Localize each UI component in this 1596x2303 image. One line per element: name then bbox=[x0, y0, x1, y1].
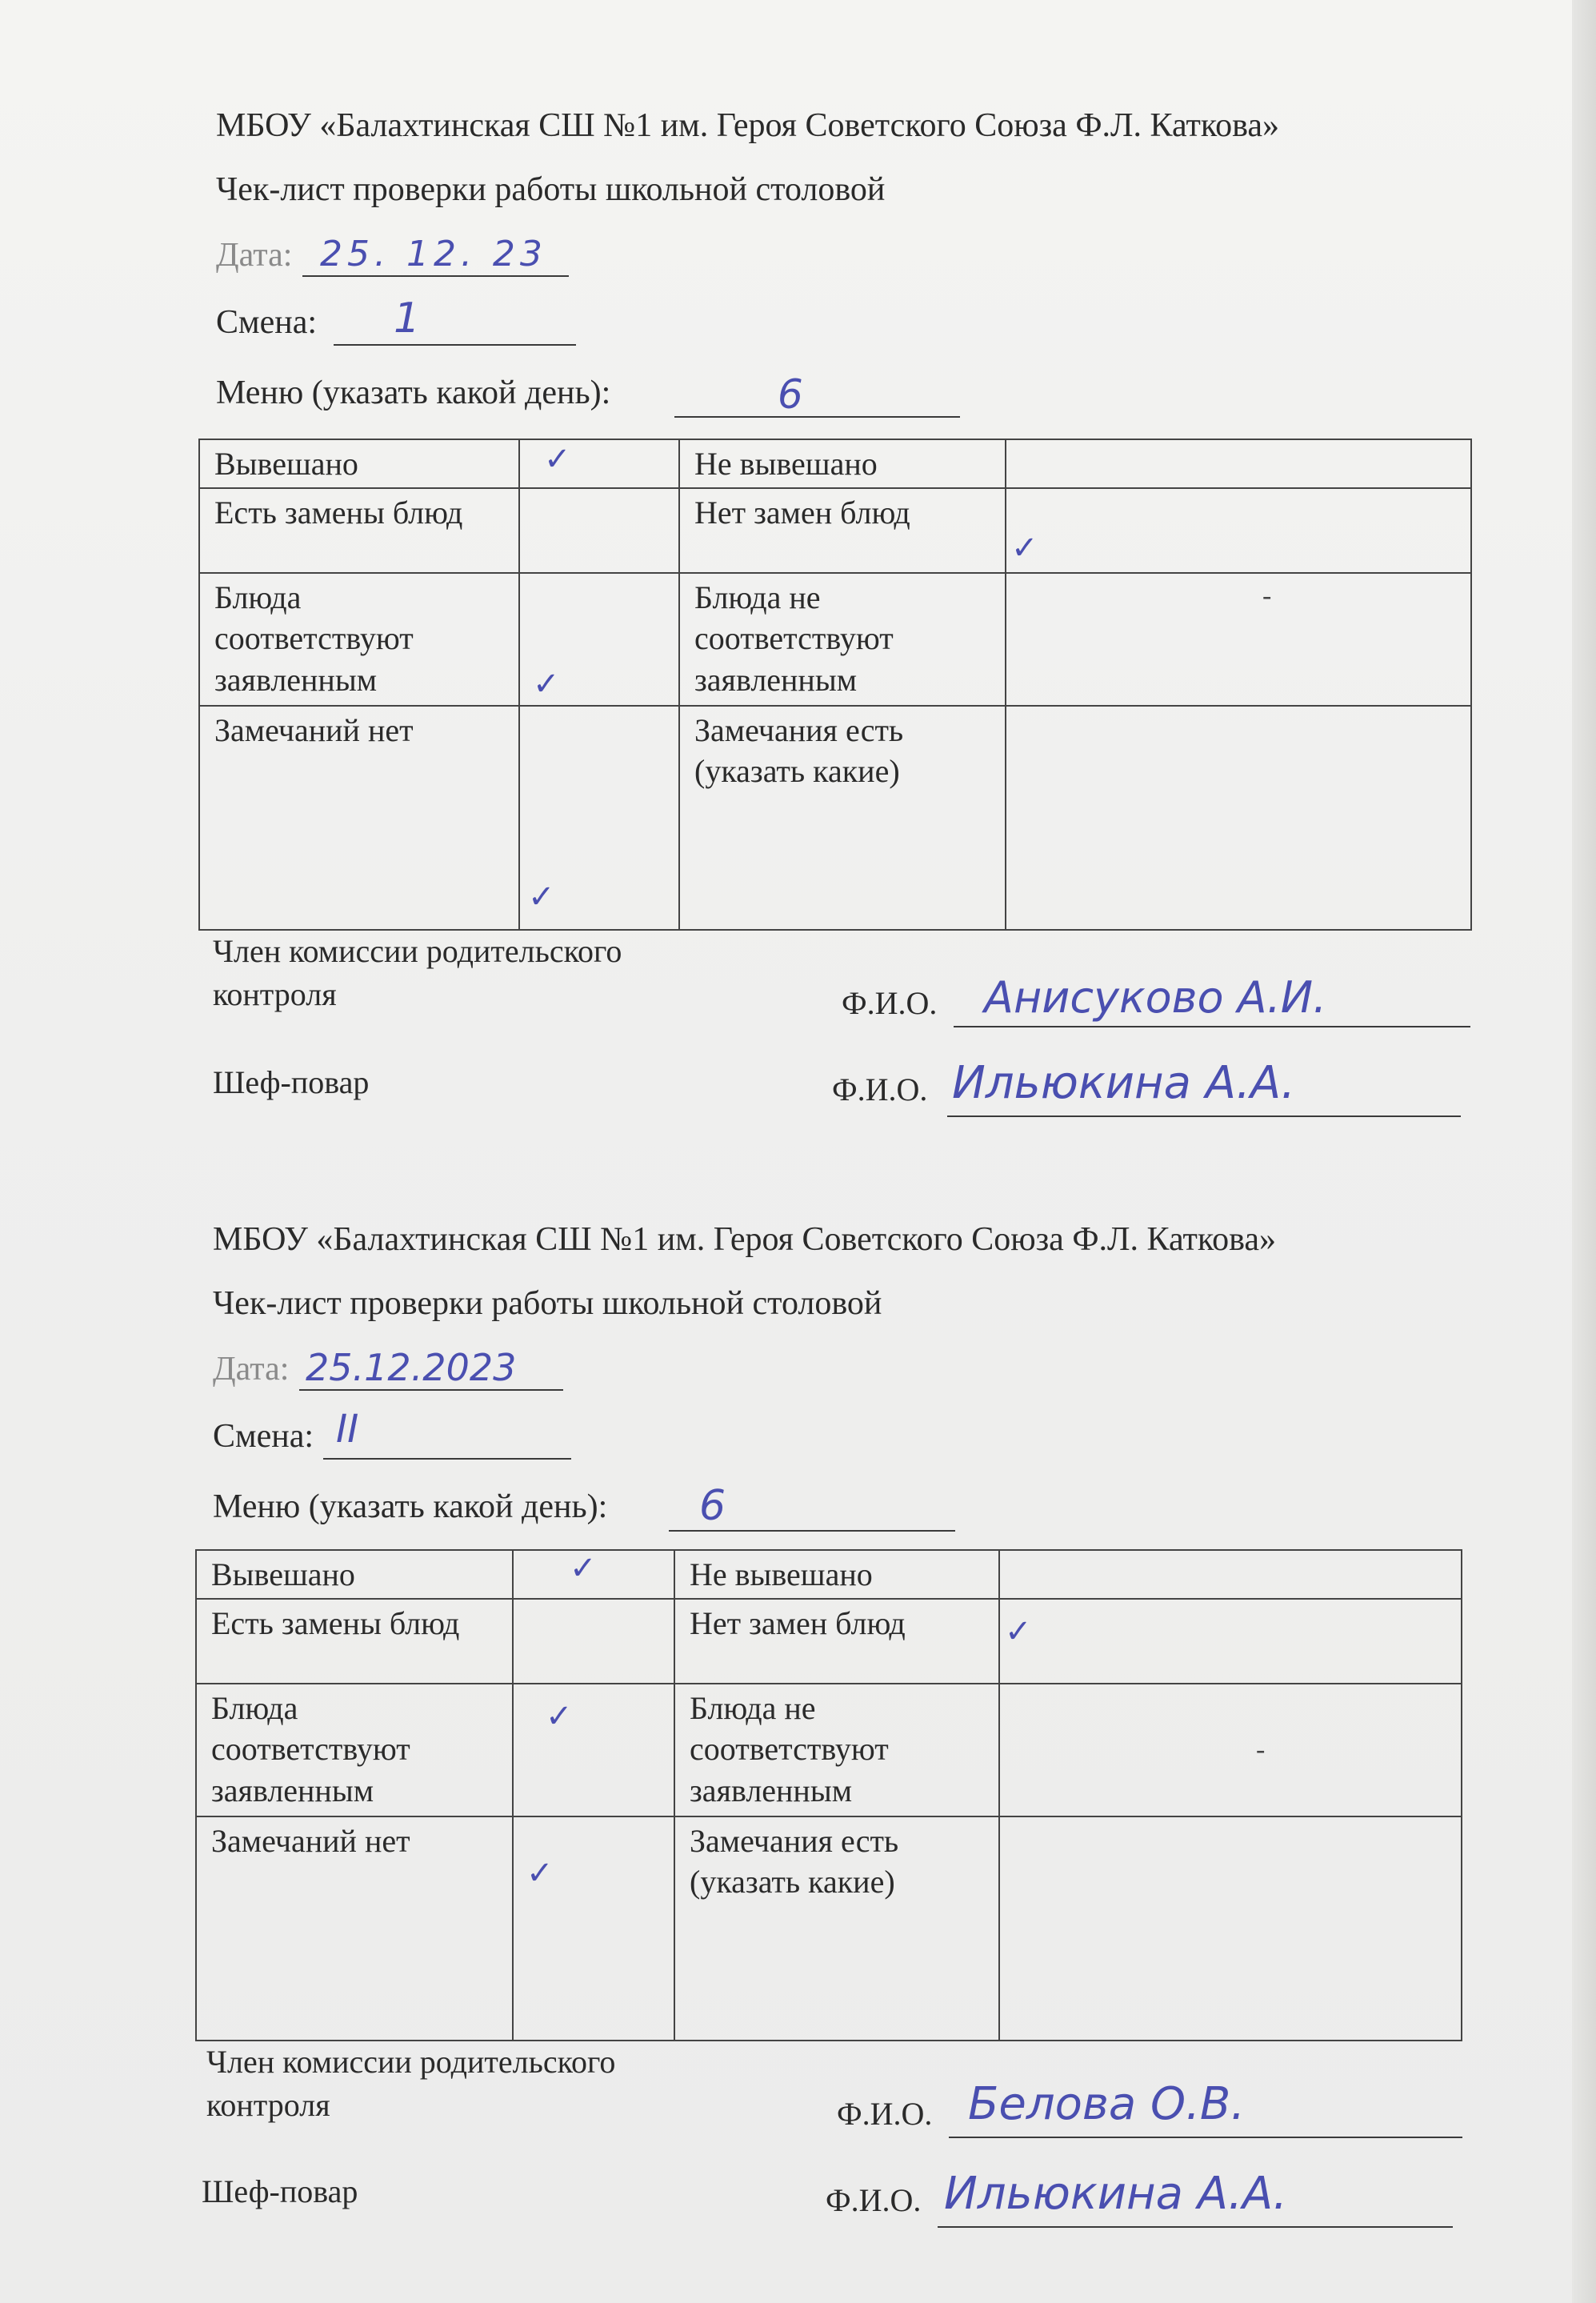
member-label: Член комиссии родительского контроля bbox=[206, 2044, 616, 2123]
table-row bbox=[199, 706, 1471, 930]
table-row bbox=[199, 488, 1471, 573]
row-label: Нет замен блюд bbox=[674, 1599, 999, 1684]
mark-cell bbox=[999, 1816, 1462, 2041]
date-value: 25. 12. 23 bbox=[320, 234, 547, 274]
mark-cell bbox=[1006, 439, 1471, 488]
checklist-title: Чек-лист проверки работы школьной столовой bbox=[213, 1285, 882, 1322]
check-cell bbox=[519, 573, 679, 706]
checkmark-icon: ✓ bbox=[1005, 1613, 1032, 1651]
check-cell bbox=[513, 1599, 674, 1684]
check-cell bbox=[513, 1816, 674, 2041]
member-signature: Белова О.В. bbox=[968, 2078, 1246, 2130]
row-label: Вывешано bbox=[199, 439, 519, 488]
chef-label: Шеф-повар bbox=[202, 2173, 358, 2209]
shift-label: Смена: bbox=[213, 1418, 314, 1455]
row-label: Блюда не соответствуют заявленным bbox=[674, 1684, 999, 1816]
table-row bbox=[196, 1550, 1462, 1599]
shift-field-line bbox=[334, 307, 576, 346]
menu-label: Меню (указать какой день): bbox=[213, 1488, 608, 1525]
fio-label: Ф.И.О. bbox=[837, 2096, 933, 2132]
row-label: Не вывешано bbox=[679, 439, 1006, 488]
chef-signature: Ильюкина А.А. bbox=[944, 2168, 1287, 2220]
mark-cell bbox=[999, 1550, 1462, 1599]
school-name: МБОУ «Балахтинская СШ №1 им. Героя Советского Союза Ф.Л. Каткова» bbox=[216, 107, 1280, 144]
row-label: Не вывешано bbox=[674, 1550, 999, 1599]
shift-value: 1 bbox=[394, 294, 421, 342]
row-label: Блюда не соответствуют заявленным bbox=[679, 573, 1006, 706]
mark-cell bbox=[999, 1684, 1462, 1816]
row-label: Нет замен блюд bbox=[679, 488, 1006, 573]
checkmark-icon: ✓ bbox=[570, 1550, 597, 1587]
menu-value: 6 bbox=[778, 371, 803, 418]
shift-label: Смена: bbox=[216, 304, 318, 341]
checkmark-icon: ✓ bbox=[526, 1855, 554, 1892]
member-label: Член комиссии родительского контроля bbox=[213, 933, 622, 1012]
menu-field-line bbox=[674, 379, 960, 418]
mark-cell bbox=[999, 1599, 1462, 1684]
row-label: Есть замены блюд bbox=[196, 1599, 513, 1684]
checklist-table bbox=[198, 439, 1472, 931]
dash-mark: - bbox=[1256, 1735, 1266, 1765]
menu-label: Меню (указать какой день): bbox=[216, 374, 611, 411]
date-label: Дата: bbox=[216, 237, 293, 274]
check-cell bbox=[519, 488, 679, 573]
mark-cell bbox=[1006, 488, 1471, 573]
check-cell bbox=[519, 439, 679, 488]
checkmark-icon: ✓ bbox=[533, 666, 560, 703]
checklist-form-1 bbox=[0, 0, 1596, 1112]
row-label: Замечаний нет bbox=[199, 706, 519, 930]
table-row bbox=[199, 439, 1471, 488]
row-label: Замечаний нет bbox=[196, 1816, 513, 2041]
checkmark-icon: ✓ bbox=[546, 1698, 573, 1736]
row-label: Вывешано bbox=[196, 1550, 513, 1599]
chef-signature: Ильюкина А.А. bbox=[952, 1057, 1295, 1109]
row-label: Блюда соответствуют заявленным bbox=[199, 573, 519, 706]
checkmark-icon: ✓ bbox=[544, 441, 571, 478]
checkmark-icon: ✓ bbox=[528, 879, 555, 916]
checklist-form-2 bbox=[0, 1114, 1596, 2226]
fio-label: Ф.И.О. bbox=[832, 1071, 928, 1107]
table-row bbox=[196, 1816, 1462, 2041]
menu-value: 6 bbox=[699, 1482, 726, 1530]
checklist-title: Чек-лист проверки работы школьной столовой bbox=[216, 171, 886, 208]
table-row bbox=[199, 573, 1471, 706]
chef-label: Шеф-повар bbox=[213, 1064, 370, 1100]
dash-mark: - bbox=[1262, 581, 1272, 611]
row-label: Блюда соответствуют заявленным bbox=[196, 1684, 513, 1816]
check-cell bbox=[519, 706, 679, 930]
row-label: Замечания есть (указать какие) bbox=[674, 1816, 999, 2041]
row-label: Замечания есть (указать какие) bbox=[679, 706, 1006, 930]
date-label: Дата: bbox=[213, 1351, 290, 1388]
school-name: МБОУ «Балахтинская СШ №1 им. Героя Советского Союза Ф.Л. Каткова» bbox=[213, 1221, 1277, 1258]
table-row bbox=[196, 1599, 1462, 1684]
checkmark-icon: ✓ bbox=[1011, 530, 1038, 567]
date-value: 25.12.2023 bbox=[306, 1346, 517, 1389]
shift-field-line bbox=[323, 1421, 571, 1460]
member-signature: Анисуково А.И. bbox=[984, 972, 1327, 1023]
row-label: Есть замены блюд bbox=[199, 488, 519, 573]
mark-cell bbox=[1006, 573, 1471, 706]
check-cell bbox=[513, 1684, 674, 1816]
fio-label: Ф.И.О. bbox=[842, 985, 938, 1021]
fio-label: Ф.И.О. bbox=[826, 2182, 922, 2218]
mark-cell bbox=[1006, 706, 1471, 930]
check-cell bbox=[513, 1550, 674, 1599]
shift-value: II bbox=[336, 1407, 359, 1452]
table-row bbox=[196, 1684, 1462, 1816]
checklist-table bbox=[195, 1549, 1462, 2041]
